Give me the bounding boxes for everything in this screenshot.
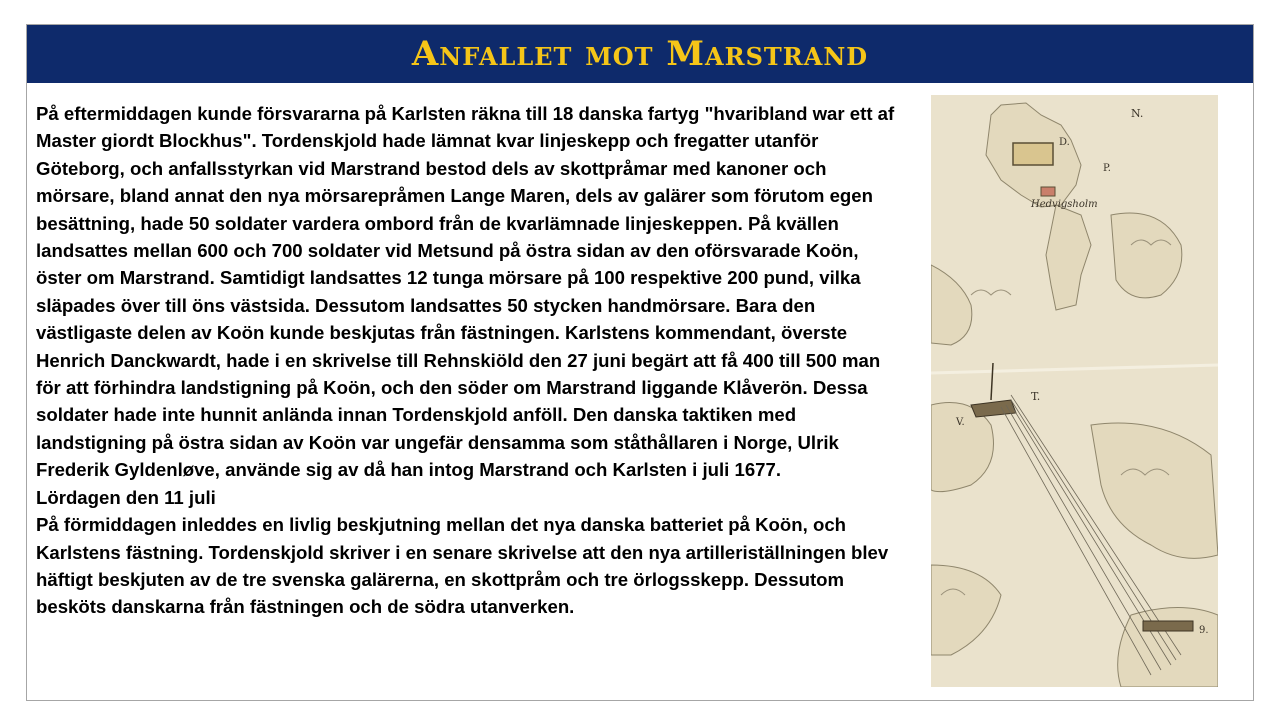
fortress-icon — [1013, 143, 1053, 165]
raft-icon — [1143, 621, 1193, 631]
paragraph-heading: Lördagen den 11 juli — [36, 486, 216, 508]
paragraph: På förmiddagen inleddes en livlig beskjutning mellan det nya danska batteriet på Koön, och Karlstens fästning. Tordenskjold skriver i en senare skrivelse att den nya artilleriställningen blev häftigt beskjuten av de tre svenska galärerna, en skottpråm och tre örlogsskepp. Dessutom besköts danskarna från fästningen och de södra utanverken. — [36, 514, 889, 618]
body-text — [36, 100, 898, 621]
map-label-d: D. — [1059, 137, 1070, 148]
slide-title: Anfallet mot Marstrand — [411, 34, 869, 74]
map-label-p: P. — [1103, 163, 1111, 174]
historical-map-image — [931, 95, 1218, 687]
map-label-north: N. — [1131, 107, 1144, 120]
paragraph: På eftermiddagen kunde försvararna på Karlsten räkna till 18 danska fartyg "hvaribland war ett af Master giordt Blockhus". Tordenskjold hade lämnat kvar linjeskepp och fregatter utanför Göteborg, och anfallsstyrkan vid Marstrand bestod dels av skottpråmar med kanoner och mörsare, bland annat den nya mörsarepråmen Lange Maren, dels av galärer som förutom egen besättning, hade 50 soldater vardera ombord från de kvarlämnade linjeskeppen. På kvällen landsattes mellan 600 och 700 soldater vid Metsund på östra sidan av den oförsvarade Koön, öster om Marstrand. Samtidigt landsattes 12 tunga mörsare på 100 respektive 200 pund, vilka släpades över till öns västsida. Dessutom landsattes 50 stycken handmörsare. Bara den västligaste delen av Koön kunde beskjutas från fästningen. Karlstens kommendant, överste Henrich Danckwardt, hade i en skrivelse till Rehnskiöld den 27 juni begärt att få 400 till 500 man för att förhindra landstigning på Koön, och den söder om Marstrand liggande Klåverön. Dessa soldater hade inte hunnit anlända innan Tordenskjold anföll. Den danska taktiken med landstigning på östra sidan av Koön var ungefär densamma som ståthållaren i Norge, Ulrik Frederik Gyldenløve, använde sig av då han intog Marstrand och Karlsten i juli 1677. — [36, 103, 895, 481]
map-label-nine: 9. — [1199, 625, 1209, 636]
title-bar — [27, 25, 1253, 83]
map-label-t: T. — [1031, 390, 1041, 403]
map-label-v: V. — [956, 417, 965, 428]
building-icon — [1041, 187, 1055, 196]
map-label-place: Hedvigsholm — [1031, 199, 1098, 210]
map-drawing — [931, 95, 1218, 687]
